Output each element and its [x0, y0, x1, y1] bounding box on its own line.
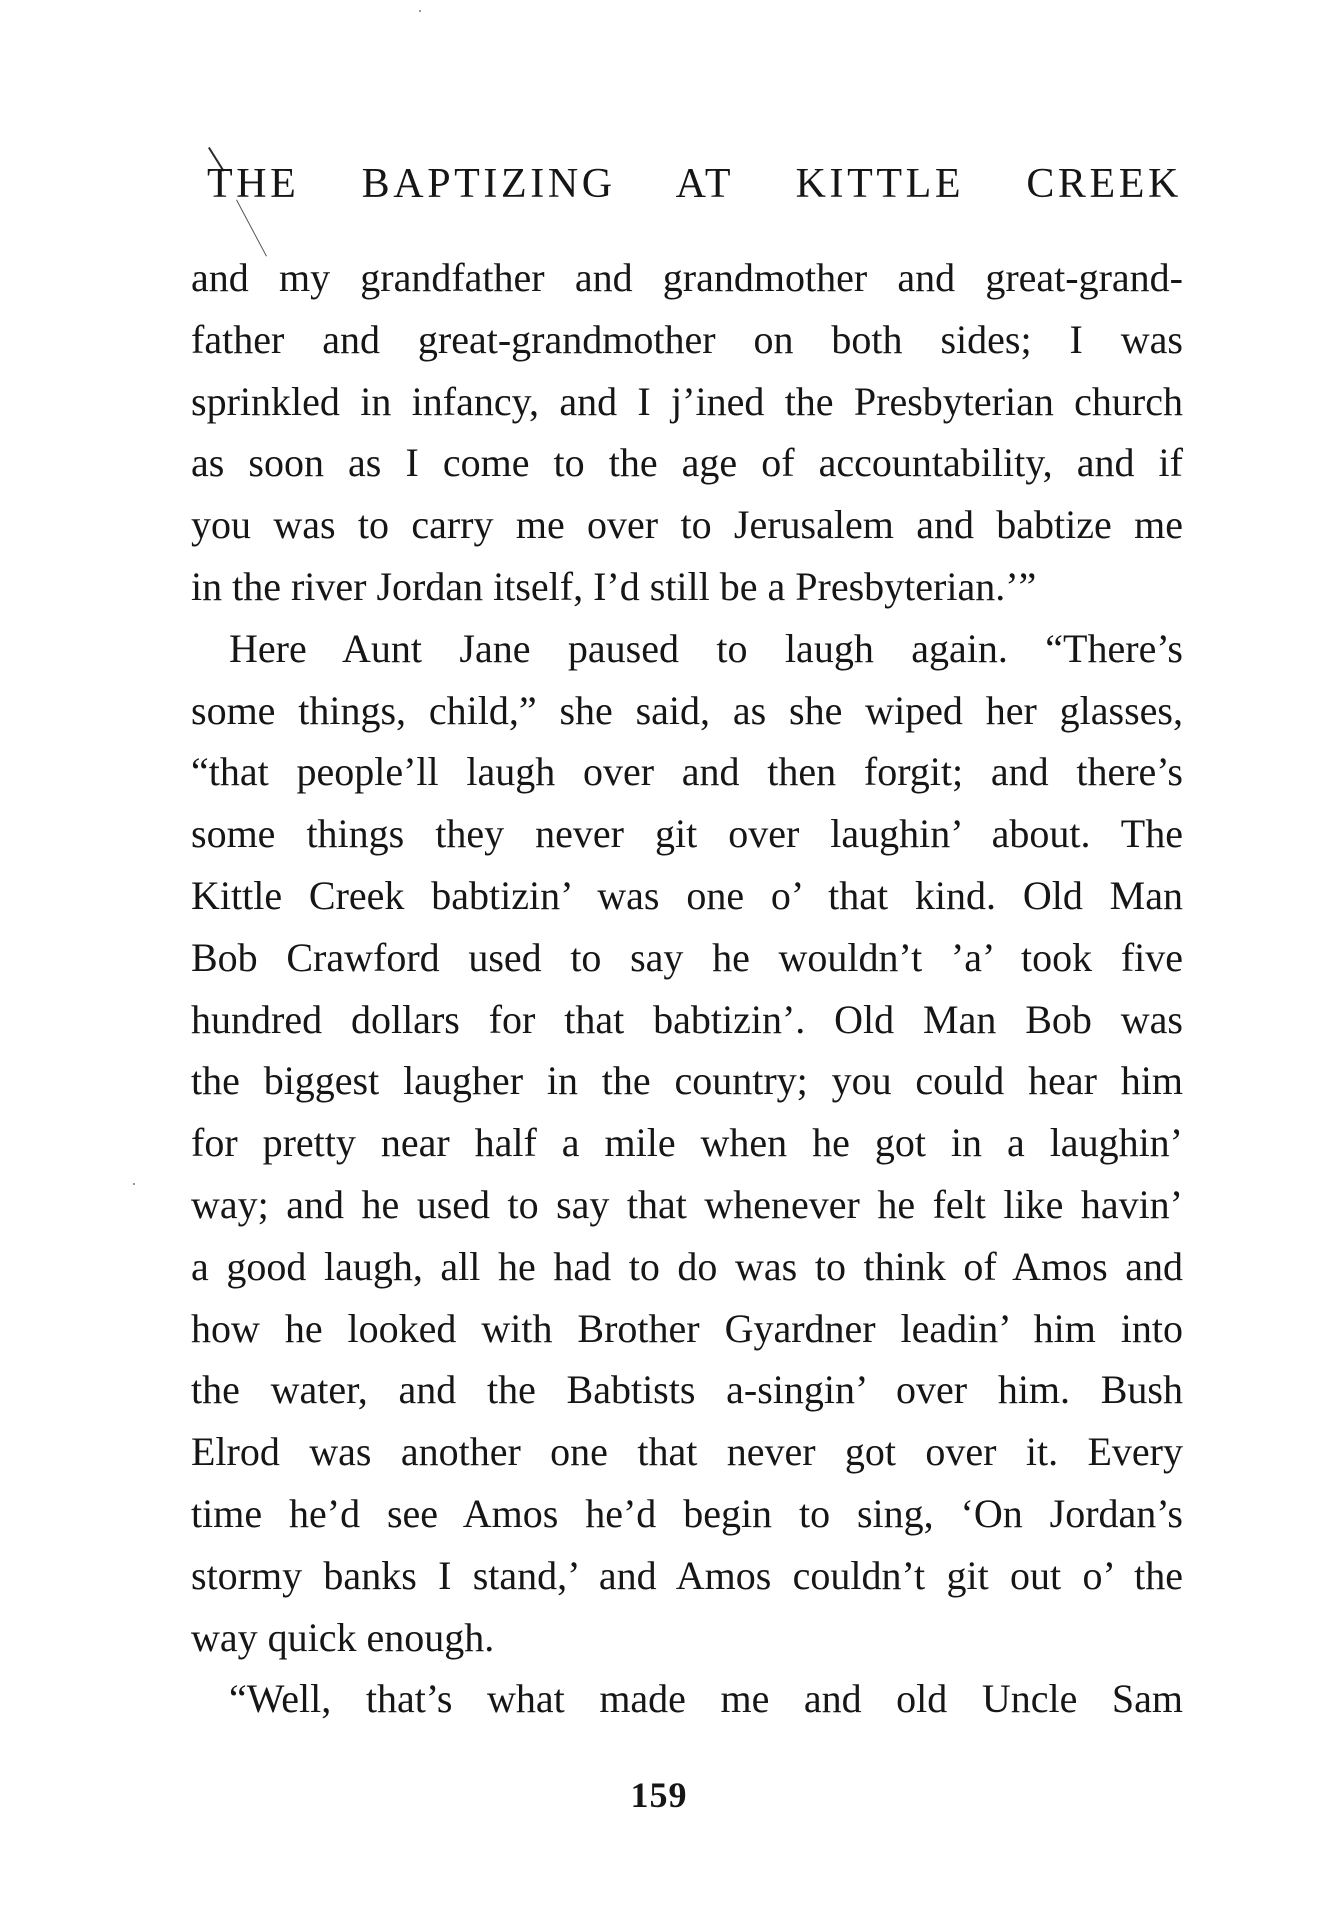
running-head: THE BAPTIZING AT KITTLE CREEK [207, 161, 1182, 207]
text-line: “Well, that’s what made me and old Uncle Sam [229, 1676, 1183, 1722]
text-line: in the river Jordan itself, I’d still be a Presbyterian.’” [191, 563, 1037, 609]
text-line: the biggest laugher in the country; you could hear him [191, 1058, 1183, 1104]
text-line: Elrod was another one that never got over it. Every [191, 1429, 1183, 1475]
text-line: a good laugh, all he had to do was to think of Amos and [191, 1243, 1183, 1289]
text-line: as soon as I come to the age of accountability, and if [191, 440, 1183, 486]
text-line: for pretty near half a mile when he got in a laughin’ [191, 1120, 1183, 1166]
text-line: some things they never git over laughin’ about. The [191, 811, 1183, 857]
text-line: sprinkled in infancy, and I j’ined the Presbyterian church [191, 378, 1183, 424]
text-line: some things, child,” she said, as she wiped her glasses, [191, 687, 1183, 733]
text-line: and my grandfather and grandmother and great-grand- [191, 255, 1183, 300]
text-line: Bob Crawford used to say he wouldn’t ’a’ took five [191, 934, 1183, 980]
text-line: time he’d see Amos he’d begin to sing, ‘On Jordan’s [191, 1490, 1183, 1536]
scan-speck [419, 10, 421, 12]
text-line: how he looked with Brother Gyardner leadin’ him into [191, 1305, 1183, 1351]
text-line: hundred dollars for that babtizin’. Old Man Bob was [191, 996, 1183, 1042]
text-line: way quick enough. [191, 1614, 495, 1660]
page-number: 159 [630, 1775, 688, 1815]
text-line: way; and he used to say that whenever he felt like havin’ [191, 1181, 1183, 1227]
text-line: stormy banks I stand,’ and Amos couldn’t git out o’ the [191, 1552, 1183, 1598]
text-line: Kittle Creek babtizin’ was one o’ that kind. Old Man [191, 872, 1183, 918]
text-line: father and great-grandmother on both sides; I was [191, 316, 1183, 362]
text-line: Here Aunt Jane paused to laugh again. “There’s [229, 625, 1183, 671]
body-text [191, 247, 1183, 1730]
text-line: “that people’ll laugh over and then forgit; and there’s [191, 749, 1183, 795]
text-line: you was to carry me over to Jerusalem and babtize me [191, 502, 1183, 548]
scan-speck [133, 1183, 135, 1185]
text-line: the water, and the Babtists a-singin’ over him. Bush [191, 1367, 1183, 1413]
